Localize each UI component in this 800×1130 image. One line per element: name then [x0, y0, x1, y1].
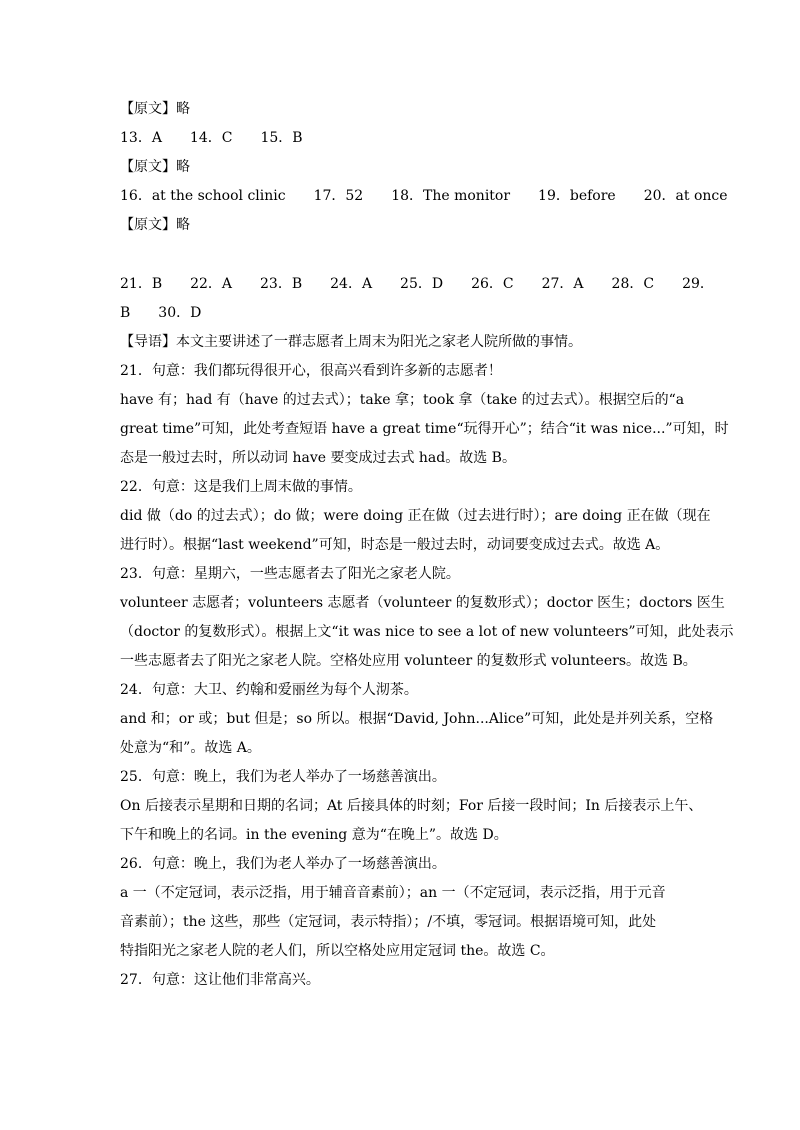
q22-meaning: 22．句意：这是我们上周末做的事情。	[120, 479, 362, 495]
answers-13-15: 13．A 14．C 15．B	[120, 130, 303, 146]
q23-explanation-2: （doctor 的复数形式）。根据上文“it was nice to see a lot of new volunteers”可知，此处表示	[120, 624, 734, 640]
q23-meaning: 23．句意：星期六，一些志愿者去了阳光之家老人院。	[120, 566, 460, 582]
q25-meaning: 25．句意：晚上，我们为老人举办了一场慈善演出。	[120, 769, 446, 785]
q21-explanation-3: 态是一般过去时，所以动词 have 要变成过去式 had。故选 B。	[120, 450, 516, 466]
q23-explanation-1: volunteer 志愿者；volunteers 志愿者（volunteer 的复数形式）；doctor 医生；doctors 医生	[120, 595, 725, 611]
q26-explanation-1: a 一（不定冠词，表示泛指，用于辅音音素前）；an 一（不定冠词，表示泛指，用于元音	[120, 885, 666, 901]
q24-explanation-1: and 和；or 或；but 但是；so 所以。根据“David, John...Alice”可知，此处是并列关系，空格	[120, 711, 714, 727]
q23-explanation-3: 一些志愿者去了阳光之家老人院。空格处应用 volunteer 的复数形式 volunteers。故选 B。	[120, 653, 697, 669]
q25-explanation-2: 下午和晚上的名词。in the evening 意为“在晚上”。故选 D。	[120, 827, 508, 843]
answers-21-29: 21．B 22．A 23．B 24．A 25．D 26．C 27．A 28．C 29．	[120, 276, 714, 292]
original-text-omitted-3: 【原文】略	[120, 217, 190, 233]
passage-intro: 【导语】本文主要讲述了一群志愿者上周末为阳光之家老人院所做的事情。	[120, 334, 582, 350]
q24-explanation-2: 处意为“和”。故选 A。	[120, 740, 261, 756]
q26-explanation-3: 特指阳光之家老人院的老人们，所以空格处应用定冠词 the。故选 C。	[120, 943, 555, 959]
answers-16-20: 16．at the school clinic 17．52 18．The monitor 19．before 20．at once	[120, 188, 728, 204]
q21-meaning: 21．句意：我们都玩得很开心，很高兴看到许多新的志愿者！	[120, 363, 502, 379]
q24-meaning: 24．句意：大卫、约翰和爱丽丝为每个人沏茶。	[120, 682, 418, 698]
q22-explanation-2: 进行时）。根据“last weekend”可知，时态是一般过去时，动词要变成过去式。故选 A。	[120, 537, 670, 553]
q26-meaning: 26．句意：晚上，我们为老人举办了一场慈善演出。	[120, 856, 446, 872]
q22-explanation-1: did 做（do 的过去式）；do 做；were doing 正在做（过去进行时）；are doing 正在做（现在	[120, 508, 711, 524]
q21-explanation-1: have 有；had 有（have 的过去式）；take 拿；took 拿（take 的过去式）。根据空后的“a	[120, 392, 685, 408]
original-text-omitted-2: 【原文】略	[120, 159, 190, 175]
q25-explanation-1: On 后接表示星期和日期的名词；At 后接具体的时刻；For 后接一段时间；In 后接表示上午、	[120, 798, 703, 814]
q21-explanation-2: great time”可知，此处考查短语 have a great time“玩得开心”；结合“it was nice...”可知，时	[120, 421, 729, 437]
q26-explanation-2: 音素前）；the 这些，那些（定冠词，表示特指）；/不填，零冠词。根据语境可知，此处	[120, 914, 657, 930]
q27-meaning: 27．句意：这让他们非常高兴。	[120, 972, 320, 988]
answers-29-30: B 30．D	[120, 305, 202, 321]
original-text-omitted-1: 【原文】略	[120, 101, 190, 117]
